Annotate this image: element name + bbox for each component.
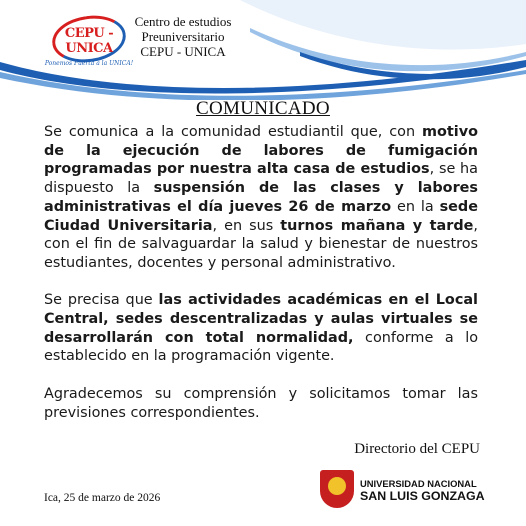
logo-text: CEPU - UNICA: [64, 26, 114, 56]
cepu-logo: [44, 14, 134, 70]
university-name: [360, 478, 490, 503]
text-run: , en sus: [212, 217, 281, 234]
text-run: conforme a lo establecido en la programación vigente.: [44, 329, 479, 365]
text-run: , con el fin de salvaguardar la salud y bienestar de nuestros estudiantes, docentes y personal administrativo.: [44, 217, 478, 271]
institution-name: [130, 14, 236, 59]
institution-line-3: CEPU - UNICA: [140, 44, 226, 59]
paragraph-2: [44, 291, 478, 366]
emphasized-text: sede Ciudad Universitaria: [44, 198, 478, 234]
university-logo: [320, 470, 490, 510]
seal-emblem: [328, 477, 346, 495]
paragraph-1: [44, 123, 478, 273]
university-name-line-2: SAN LUIS GONZAGA: [360, 489, 485, 503]
university-seal-icon: [320, 470, 354, 508]
page-title: COMUNICADO: [196, 98, 330, 119]
emphasized-text: turnos mañana y tarde: [280, 217, 474, 234]
text-run: Agradecemos su comprensión y solicitamos tomar las previsiones correspondientes.: [44, 385, 478, 421]
text-run: Se precisa que: [44, 292, 159, 309]
institution-line-1: Centro de estudios: [134, 14, 232, 29]
emphasized-text: suspensión de las clases y labores administrativas el día jueves 26 de marzo: [44, 180, 478, 215]
issue-date: Ica, 25 de marzo de 2026: [44, 492, 161, 504]
announcement-body: [44, 123, 478, 422]
text-run: en la: [391, 198, 440, 215]
signature: Directorio del CEPU: [354, 441, 480, 457]
emphasized-text: motivo de la ejecución de labores de fumigación programadas por nuestra alta casa de estudios: [44, 124, 478, 178]
emphasized-text: las actividades académicas en el Local Central, sedes descentralizadas y aulas virtuales se desarrollarán con total normalidad,: [44, 292, 478, 346]
text-run: , se ha dispuesto la: [44, 161, 478, 197]
logo-slogan: Ponemos Puerta a la UNICA!: [44, 60, 134, 67]
university-name-line-1: UNIVERSIDAD NACIONAL: [360, 478, 477, 489]
paragraph-3: [44, 385, 478, 422]
text-run: Se comunica a la comunidad estudiantil que, con: [44, 124, 423, 140]
institution-line-2: Preuniversitario: [141, 29, 225, 44]
